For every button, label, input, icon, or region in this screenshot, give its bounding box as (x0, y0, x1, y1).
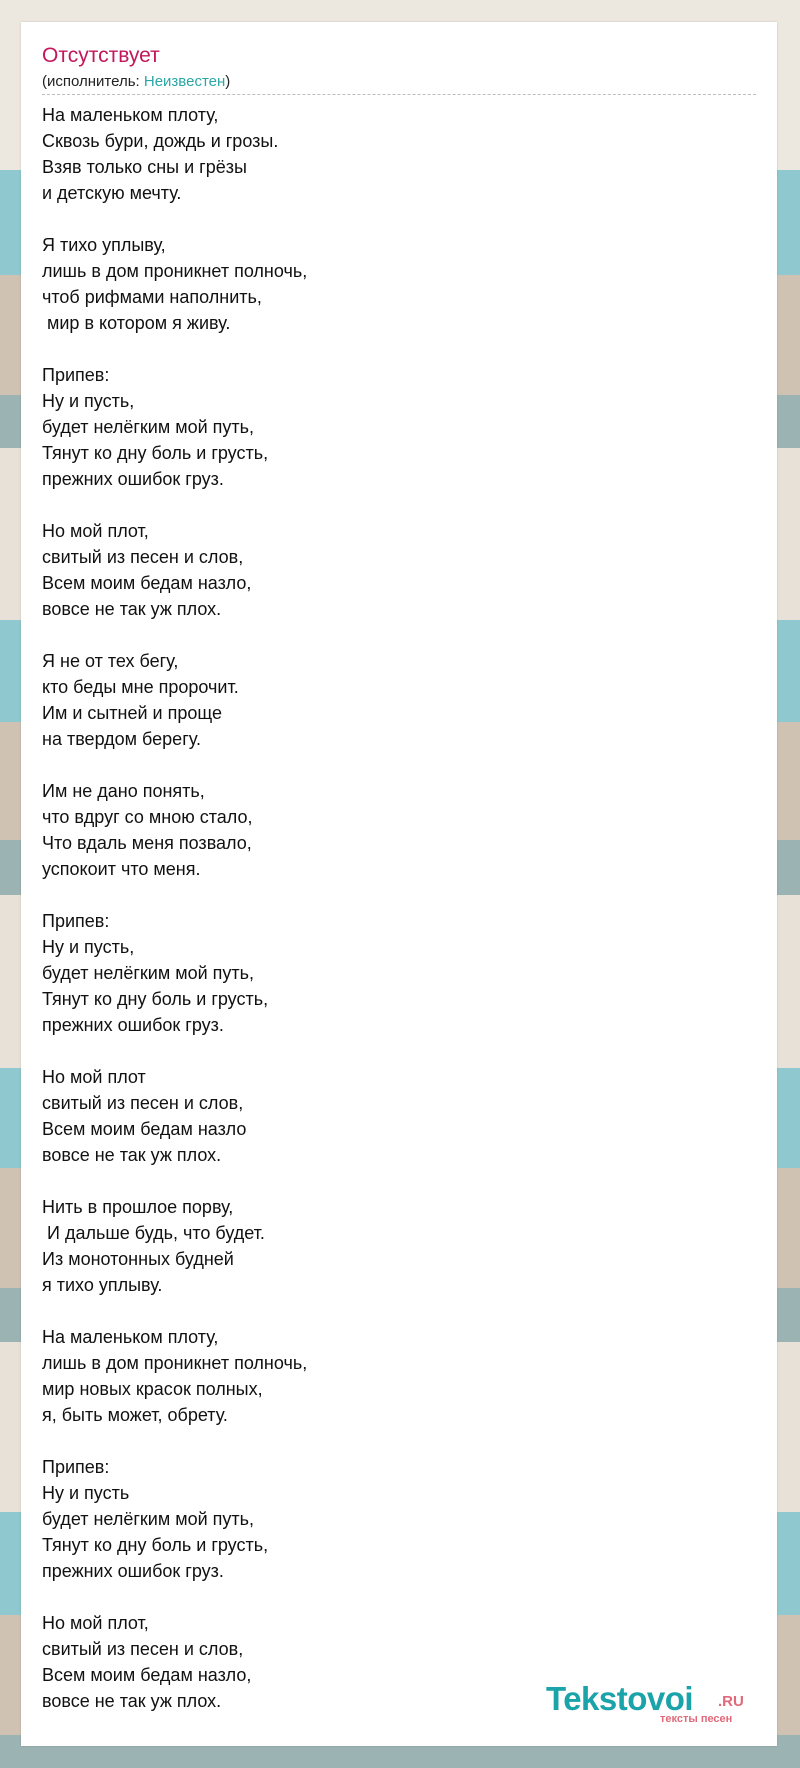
logo-subtitle: тексты песен (660, 1713, 733, 1725)
lyrics-card (21, 22, 777, 1746)
logo-wordmark: Tekstovoi (546, 1680, 694, 1717)
title-divider (42, 94, 756, 95)
site-logo[interactable] (546, 1682, 776, 1728)
song-title: Отсутствует (42, 44, 160, 67)
artist-prefix: (исполнитель: (42, 73, 144, 90)
artist-link[interactable]: Неизвестен (143, 73, 226, 90)
artist-line (42, 72, 230, 92)
artist-suffix: ) (225, 73, 231, 90)
logo-domain: .RU (718, 1693, 744, 1710)
lyrics-text: На маленьком плоту, Сквозь бури, дождь и грозы. Взяв только сны и грёзы и детскую мечту. Я тихо уплыву, лишь в дом проникнет полночь, чтоб рифмами наполнить, мир в котором я живу. Припев: Ну и пусть, будет нелёгким мой путь, Тянут ко дну боль и грусть, прежних ошибок груз. Но мой плот, свитый из песен и слов, Всем моим бедам назло, вовсе не так уж плох. Я не от тех бегу, кто беды мне пророчит. Им и сытней и проще на твердом берегу. Им не дано понять, что вдруг со мною стало, Что вдаль меня позвало, успокоит что меня. Припев: Ну и пусть, будет нелёгким мой путь, Тянут ко дну боль и грусть, прежних ошибок груз. Но мой плот свитый из песен и слов, Всем моим бедам назло вовсе не так уж плох. Нить в прошлое порву, И дальше будь, что будет. Из монотонных будней я тихо уплыву. На маленьком плоту, лишь в дом проникнет полночь, мир новых красок полных, я, быть может, обрету. Припев: Ну и пусть будет нелёгким мой путь, Тянут ко дну боль и грусть, прежних ошибок груз. Но мой плот, свитый из песен и слов, Всем моим бедам назло, вовсе не так уж плох. (42, 105, 308, 1711)
